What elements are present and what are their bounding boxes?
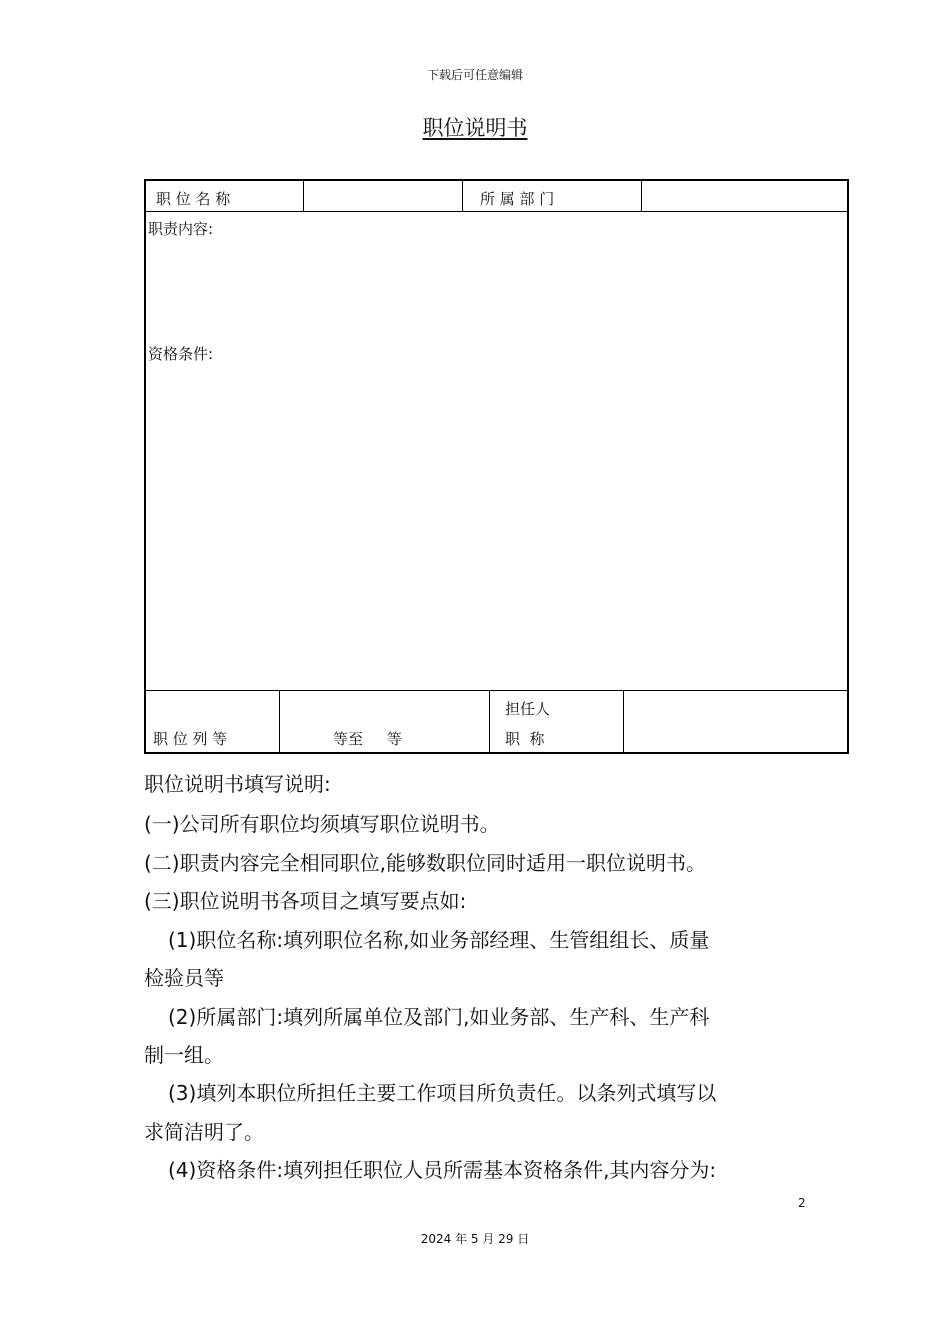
divider: [303, 181, 304, 211]
department-label: 所 属 部 门: [480, 190, 555, 208]
page-number: 2: [798, 1196, 806, 1210]
instruction-line: (1)职位名称:填列职位名称,如业务部经理、生管组组长、质量: [168, 928, 710, 952]
divider: [462, 181, 463, 211]
document-title-text: 职位说明书: [422, 116, 528, 140]
document-title: [0, 112, 950, 142]
instruction-line: 求简洁明了。: [144, 1120, 264, 1144]
instruction-line: (二)职责内容完全相同职位,能够数职位同时适用一职位说明书。: [144, 851, 706, 875]
duties-label: 职责内容:: [148, 220, 214, 238]
instruction-line: 制一组。: [144, 1043, 224, 1067]
divider: [489, 690, 490, 752]
divider: [279, 690, 280, 752]
qualifications-label: 资格条件:: [148, 345, 214, 363]
grade-label: 职 位 列 等: [153, 730, 228, 748]
grade-range-field[interactable]: 等至 等: [333, 730, 402, 748]
instruction-line: (一)公司所有职位均须填写职位说明书。: [144, 812, 500, 836]
instruction-line: (三)职位说明书各项目之填写要点如:: [144, 889, 467, 913]
divider: [146, 690, 847, 691]
position-name-label: 职 位 名 称: [156, 190, 231, 208]
instruction-line: (2)所属部门:填列所属单位及部门,如业务部、生产科、生产科: [168, 1005, 710, 1029]
instructions-heading: 职位说明书填写说明:: [144, 772, 331, 796]
divider: [641, 181, 642, 211]
footer-date: 2024 年 5 月 29 日: [420, 1232, 530, 1246]
divider: [146, 211, 847, 212]
holder-label-line2: 职 称: [505, 730, 545, 748]
instruction-line: (4)资格条件:填列担任职位人员所需基本资格条件,其内容分为:: [168, 1158, 717, 1182]
instruction-line: (3)填列本职位所担任主要工作项目所负责任。以条列式填写以: [168, 1081, 717, 1105]
header-note: 下载后可任意编辑: [426, 68, 523, 82]
instruction-line: 检验员等: [144, 966, 224, 990]
holder-label-line1: 担任人: [505, 700, 551, 718]
divider: [623, 690, 624, 752]
position-form-table: [144, 179, 849, 754]
